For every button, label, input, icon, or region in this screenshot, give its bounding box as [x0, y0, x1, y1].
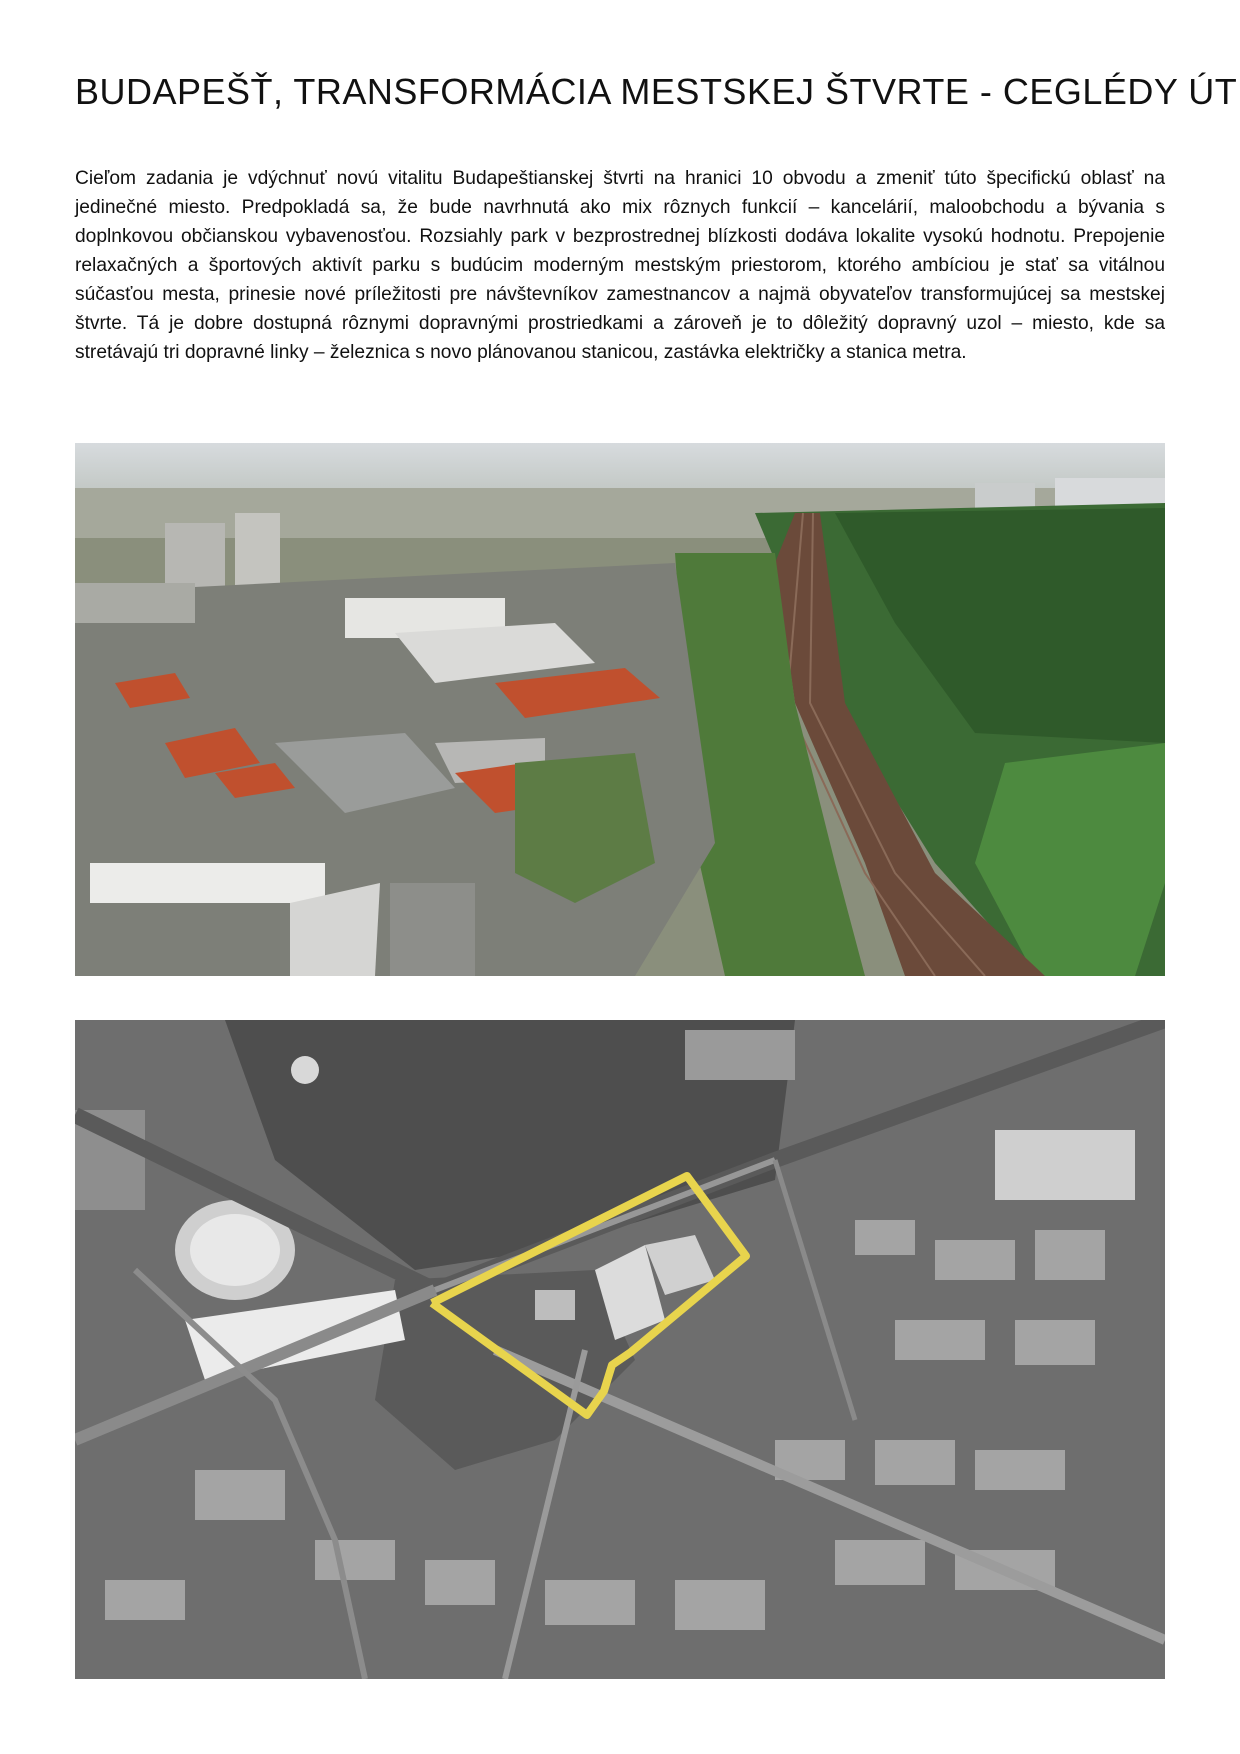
aerial-photo: [75, 443, 1165, 976]
page-title: BUDAPEŠŤ, TRANSFORMÁCIA MESTSKEJ ŠTVRTE - CEGLÉDY ÚT: [75, 71, 1238, 112]
intro-paragraph: Cieľom zadania je vdýchnuť novú vitalitu Budapeštianskej štvrti na hranici 10 obvodu a zmeniť túto špecifickú oblasť na jedinečné miesto. Predpokladá sa, že bude navrhnutá ako mix rôznych funkcií – kancelárií, maloobchodu a bývania s doplnkovou občianskou vybavenosťou. Rozsiahly park v bezprostrednej blízkosti dodáva lokalite vysokú hodnotu. Prepojenie relaxačných a športových aktivít parku s budúcim moderným mestským priestorom, ktorého ambíciou je stať sa vitálnou súčasťou mesta, prinesie nové príležitosti pre návštevníkov zamestnancov a najmä obyvateľov transformujúcej sa mestskej štvrte. Tá je dobre dostupná rôznymi dopravnými prostriedkami a zároveň je to dôležitý dopravný uzol – miesto, kde sa stretávajú tri dopravné linky – železnica s novo plánovanou stanicou, zastávka električky a stanica metra.: [75, 168, 1165, 363]
site-orthophoto: [75, 1020, 1165, 1679]
aerial-photo-image: [75, 443, 1165, 976]
orthophoto-map-image: [75, 1020, 1165, 1679]
